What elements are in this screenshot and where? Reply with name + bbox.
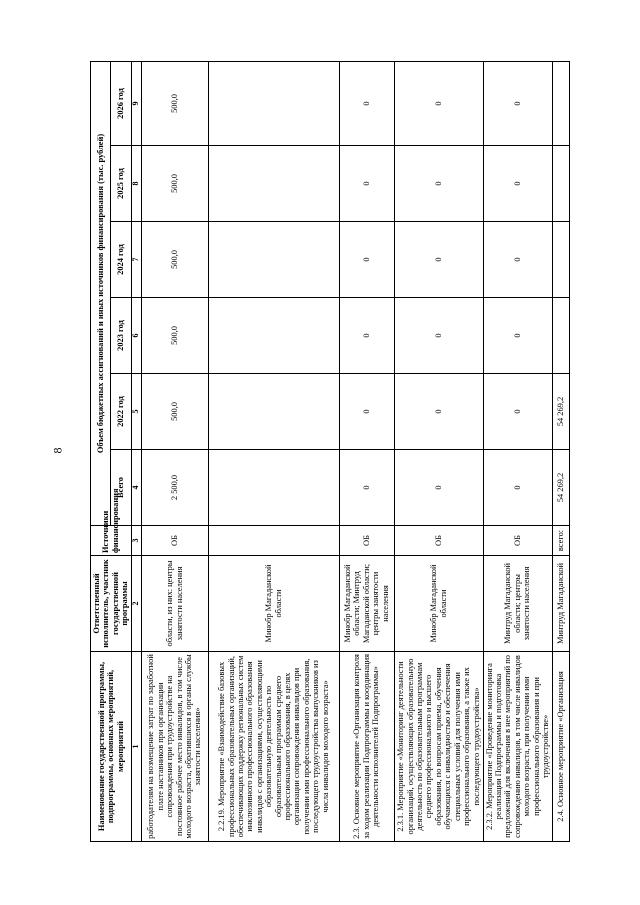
row-2025: 0: [339, 146, 394, 222]
header-volume: Объем бюджетных ассигнований и иных источников финансирования (тыс. рублей): [91, 61, 111, 525]
row-2025: [552, 146, 569, 222]
row-2022: 0: [483, 374, 552, 450]
row-name: работодателям на возмещение затрат по заработной плате наставников при организации сопровождения при трудоустройстве на постоянное рабочее место инвалидов, в том числе молодого возраста, обратившихся в органы службы занятости населения»: [141, 652, 208, 842]
row-2024: 0: [339, 222, 394, 298]
row-2025: [208, 146, 339, 222]
row-2023: 0: [394, 298, 483, 374]
header-year-2024: 2024 год: [111, 222, 131, 298]
header-total: Всего: [111, 450, 131, 526]
table-row: [394, 61, 483, 841]
column-number: 9: [131, 61, 141, 145]
row-2023: 0: [339, 298, 394, 374]
row-2025: 0: [394, 146, 483, 222]
row-2024: 0: [483, 222, 552, 298]
row-source: ОБ: [483, 526, 552, 556]
row-responsible: Минтруд Магаданской области; центры занятости населения: [483, 556, 552, 652]
row-2022: 0: [394, 374, 483, 450]
row-name: 2.4. Основное мероприятие «Организация: [552, 652, 569, 842]
column-number: 6: [131, 298, 141, 374]
row-name: 2.3.1. Мероприятие «Мониторинг деятельности организаций, осуществляющих образовательную деятельность по образовательным программам среднего профессионального и высшего образования, по вопросам приема, обучения обучающихся с инвалидностью и обеспечения специальных условий для получения ими профессионального образования, а также их последующего трудоустройства»: [394, 652, 483, 842]
row-responsible: Минобр Магаданской области; Минтруд Магаданской области; центры занятости населения: [339, 556, 394, 652]
column-number-row: [131, 61, 141, 841]
header-responsible: Ответственный исполнитель, участник государственной программы: [91, 556, 132, 652]
row-total: 0: [339, 450, 394, 526]
row-2026: [552, 61, 569, 145]
row-name: 2.3. Основное мероприятие «Организация контроля за ходом реализации Подпрограммы и координация деятельности исполнителей Подпрограммы»: [339, 652, 394, 842]
column-number: 1: [131, 652, 141, 842]
table-row: [208, 61, 339, 841]
table-row: [483, 61, 552, 841]
row-2023: 500,0: [141, 298, 208, 374]
row-responsible: Минтруд Магаданской: [552, 556, 569, 652]
row-source: [208, 526, 339, 556]
row-2026: 0: [483, 61, 552, 145]
column-number: 7: [131, 222, 141, 298]
row-2022: 54 269,2: [552, 374, 569, 450]
header-source: Источники финансирования: [91, 526, 132, 556]
row-2022: [208, 374, 339, 450]
column-number: 8: [131, 146, 141, 222]
header-year-2025: 2025 год: [111, 146, 131, 222]
row-2023: [552, 298, 569, 374]
header-year-2023: 2023 год: [111, 298, 131, 374]
column-number: 4: [131, 450, 141, 526]
row-2023: 0: [483, 298, 552, 374]
row-responsible: Минобр Магаданской области: [208, 556, 339, 652]
row-2024: 500,0: [141, 222, 208, 298]
header-name: Наименование государственной программы, подпрограммы, основных мероприятий, мероприятий: [91, 652, 132, 842]
row-source: ОБ: [394, 526, 483, 556]
row-2022: 500,0: [141, 374, 208, 450]
header-row-1: [91, 61, 111, 841]
row-2024: [552, 222, 569, 298]
table-row: [552, 61, 569, 841]
rotated-table-container: [90, 62, 570, 842]
row-total: 0: [394, 450, 483, 526]
row-2026: 0: [339, 61, 394, 145]
row-total: 0: [483, 450, 552, 526]
table-row: [339, 61, 394, 841]
row-responsible: области, из них: центры занятости населения: [141, 556, 208, 652]
header-year-2026: 2026 год: [111, 61, 131, 145]
row-2024: 0: [394, 222, 483, 298]
row-2026: 0: [394, 61, 483, 145]
row-total: [208, 450, 339, 526]
row-2023: [208, 298, 339, 374]
page-number: 8: [50, 447, 65, 454]
row-total: 54 269,2: [552, 450, 569, 526]
column-number: 3: [131, 526, 141, 556]
row-2022: 0: [339, 374, 394, 450]
row-total: 2 500,0: [141, 450, 208, 526]
column-number: 5: [131, 374, 141, 450]
row-responsible: Минобр Магаданской области: [394, 556, 483, 652]
row-2026: 500,0: [141, 61, 208, 145]
row-2024: [208, 222, 339, 298]
row-source: ОБ: [141, 526, 208, 556]
budget-table: [90, 61, 570, 842]
row-2025: 0: [483, 146, 552, 222]
row-name: 2.2.19. Мероприятие «Взаимодействие базовых профессиональных образовательных организаций, обеспечивающих поддержку региональных систем инклюзивного профессионального образования инвалидов с организациями, осуществляющими образовательную деятельность по образовательным программам среднего профессионального образования, в целях организации сопровождения инвалидов при получении ими профессионального образования, последующего трудоустройства выпускников из числа инвалидов молодого возраста»: [208, 652, 339, 842]
column-number: 2: [131, 556, 141, 652]
row-2026: [208, 61, 339, 145]
row-name: 2.3.2. Мероприятие «Проведение мониторинга реализации Подпрограммы и подготовка предложений для включения в нее мероприятий по сопровождению инвалидов, в том числе инвалидов молодого возраста, при получении ими профессионального образования и при трудоустройстве»: [483, 652, 552, 842]
table-row: [141, 61, 208, 841]
row-source: всего:: [552, 526, 569, 556]
header-year-2022: 2022 год: [111, 374, 131, 450]
row-source: ОБ: [339, 526, 394, 556]
row-2025: 500,0: [141, 146, 208, 222]
